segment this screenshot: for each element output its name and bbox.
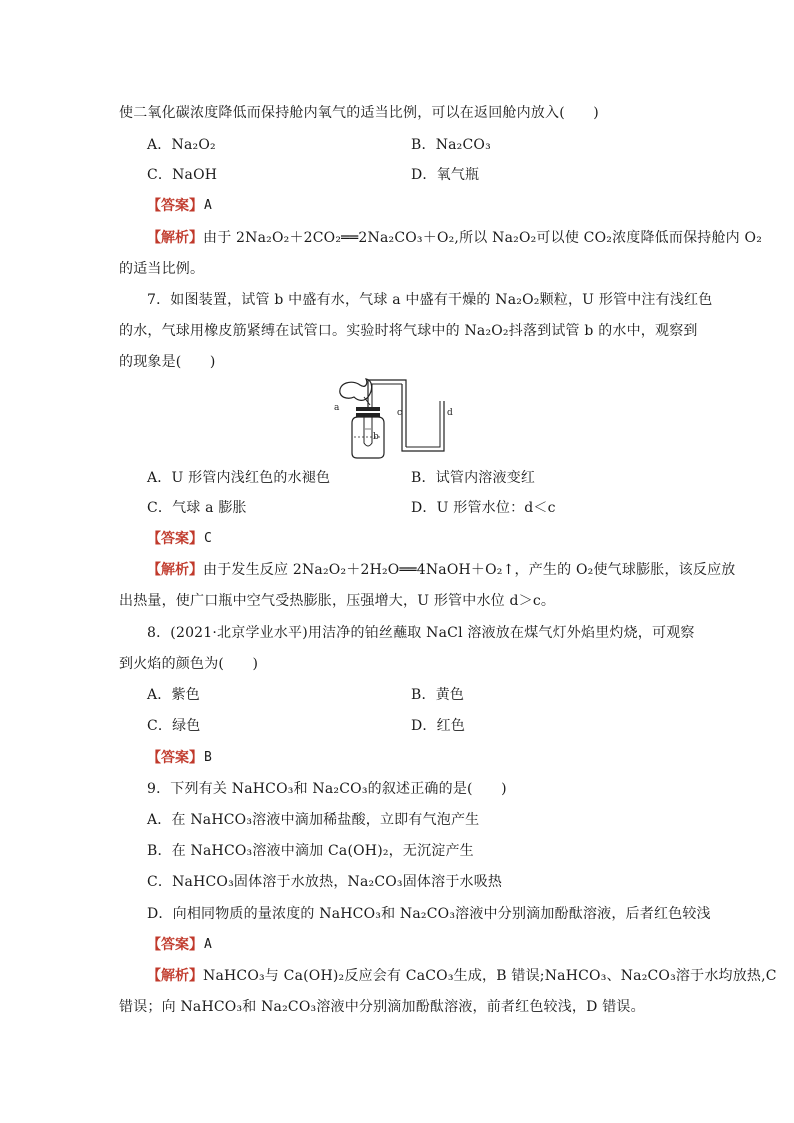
q6-analysis-label: 【解析】 [147, 230, 203, 246]
q7-analysis-label: 【解析】 [147, 562, 203, 578]
q7-answer-label: 【答案】 [147, 531, 203, 547]
label-d: d [447, 408, 453, 418]
test-tube-b [364, 417, 372, 446]
label-c: c [397, 408, 403, 418]
q8-stem-line2: 到火焰的颜色为( ) [119, 656, 259, 672]
q8-option-b: B．黄色 [411, 687, 465, 703]
q6-option-b: B．Na₂CO₃ [411, 137, 491, 153]
q7-stem-line3: 的现象是( ) [119, 354, 216, 370]
q6-analysis-line2: 的适当比例。 [119, 261, 205, 277]
wide-mouth-bottle [352, 417, 384, 458]
q6-stem: 使二氧化碳浓度降低而保持舱内氧气的适当比例，可以在返回舱内放入( ) [119, 105, 599, 121]
label-b: b [373, 432, 379, 442]
q9-analysis-line2: 错误；向 NaHCO₃和 Na₂CO₃溶液中分别滴加酚酞溶液，前者红色较浅，D 错误。 [119, 999, 645, 1015]
q6-option-c: C．NaOH [147, 167, 218, 183]
q7-stem-line1: 7．如图装置，试管 b 中盛有水，气球 a 中盛有干燥的 Na₂O₂颗粒，U 形管中注有浅红色 [147, 292, 713, 308]
rubber-band-top [356, 407, 380, 411]
q7-option-b: B．试管内溶液变红 [411, 470, 536, 486]
q6-option-d: D．氧气瓶 [411, 167, 480, 183]
q7-stem-line2: 的水，气球用橡皮筋紧缚在试管口。实验时将气球中的 Na₂O₂抖落到试管 b 的水中，观察到 [119, 323, 698, 339]
q8-option-a: A．紫色 [147, 687, 200, 703]
u-tube-outer [402, 384, 444, 451]
q9-option-b: B．在 NaHCO₃溶液中滴加 Ca(OH)₂，无沉淀产生 [147, 843, 474, 859]
q8-answer: B [204, 750, 212, 765]
q7-option-c: C．气球 a 膨胀 [147, 500, 247, 516]
q7-answer: C [204, 531, 212, 546]
q9-analysis-label: 【解析】 [147, 968, 203, 984]
rubber-band-bottom [356, 413, 380, 417]
q7-analysis-line1: 由于发生反应 2Na₂O₂＋2H₂O══4NaOH＋O₂↑，产生的 O₂使气球膨胀，该反应放 [203, 562, 736, 578]
q6-analysis-line1: 由于 2Na₂O₂＋2CO₂══2Na₂CO₃＋O₂,所以 Na₂O₂可以使 CO₂浓度降低而保持舱内 O₂ [203, 230, 763, 246]
q9-option-c: C．NaHCO₃固体溶于水放热，Na₂CO₃固体溶于水吸热 [147, 874, 503, 890]
q9-answer-label: 【答案】 [147, 937, 203, 953]
q9-analysis-line1: NaHCO₃与 Ca(OH)₂反应会有 CaCO₃生成，B 错误;NaHCO₃、Na₂CO₃溶于水均放热,C [203, 968, 777, 984]
q9-option-d: D．向相同物质的量浓度的 NaHCO₃和 Na₂CO₃溶液中分别滴加酚酞溶液，后者红色较浅 [147, 906, 711, 922]
q9-stem: 9．下列有关 NaHCO₃和 Na₂CO₃的叙述正确的是( ) [147, 781, 507, 797]
q9-answer: A [204, 937, 212, 952]
balloon-shape [340, 379, 372, 400]
q8-option-c: C．绿色 [147, 718, 201, 734]
q8-option-d: D．红色 [411, 718, 466, 734]
q8-stem-line1: 8．(2021·北京学业水平)用洁净的铂丝蘸取 NaCl 溶液放在煤气灯外焰里灼烧，可观察 [147, 625, 695, 641]
u-tube-inner [406, 401, 440, 447]
connecting-tube-inner [372, 384, 402, 407]
q6-option-a: A．Na₂O₂ [147, 137, 216, 153]
q7-option-a: A．U 形管内浅红色的水褪色 [147, 470, 331, 486]
q6-answer-label: 【答案】 [147, 198, 203, 214]
q8-answer-label: 【答案】 [147, 750, 203, 766]
label-a: a [334, 403, 340, 413]
q6-answer: A [204, 198, 212, 213]
q7-analysis-line2: 出热量，使广口瓶中空气受热膨胀，压强增大，U 形管中水位 d＞c。 [119, 593, 556, 609]
apparatus-diagram [334, 377, 464, 459]
q7-option-d: D．U 形管水位：d＜c [411, 500, 556, 516]
q9-option-a: A．在 NaHCO₃溶液中滴加稀盐酸，立即有气泡产生 [147, 812, 480, 828]
